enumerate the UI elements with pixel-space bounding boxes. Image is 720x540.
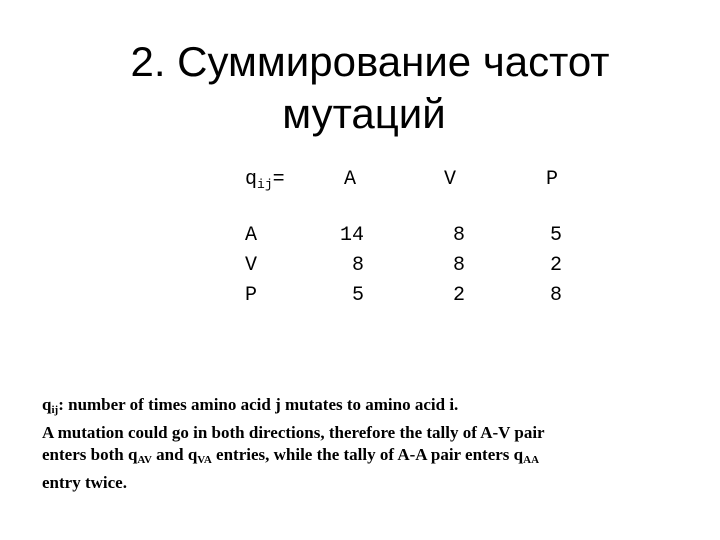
- matrix-col-header: A: [343, 168, 356, 191]
- matrix-cell: 14: [339, 224, 364, 247]
- explanation-line-4: entry twice.: [42, 472, 127, 492]
- matrix-header-row: [245, 168, 575, 198]
- matrix-label-q: q: [245, 168, 258, 191]
- explanation-line-3-part-a: enters both: [42, 445, 128, 464]
- matrix-row-header: V: [245, 254, 258, 277]
- matrix-col-header: V: [443, 168, 456, 191]
- matrix-label-subscript: ij: [257, 177, 273, 192]
- aa-subscript: AA: [523, 454, 540, 466]
- explanation-line-3-part-c: entries, while the tally of A-A pair enters: [211, 445, 514, 464]
- matrix-cell: 8: [549, 284, 562, 307]
- explanation-line-3-part-b: and: [151, 445, 188, 464]
- explanation-line-1: [42, 394, 662, 422]
- slide-title: [0, 36, 720, 140]
- matrix-cell: 5: [549, 224, 562, 247]
- matrix-row-header: P: [245, 284, 258, 307]
- matrix-cell: 8: [452, 254, 465, 277]
- ij-subscript: ij: [51, 404, 59, 416]
- matrix-row-header: A: [245, 224, 258, 247]
- matrix-row: [245, 224, 575, 254]
- matrix-row: [245, 254, 575, 284]
- substitution-count-matrix: [245, 168, 575, 314]
- q-symbol: q: [187, 445, 198, 464]
- q-symbol: q: [127, 445, 138, 464]
- matrix-label: [245, 168, 285, 192]
- matrix-label-equals: =: [272, 168, 285, 191]
- explanation-line-3: [42, 444, 662, 472]
- explanation-line-2: A mutation could go in both directions, therefore the tally of A-V pair: [42, 422, 545, 442]
- matrix-cell: 2: [452, 284, 465, 307]
- matrix-cell: 2: [549, 254, 562, 277]
- explanation-text: [42, 394, 662, 494]
- matrix-cell: 8: [452, 224, 465, 247]
- q-symbol: q: [513, 445, 524, 464]
- q-symbol: q: [42, 395, 52, 414]
- explanation-line-1-text: : number of times amino acid j mutates to amino acid i.: [58, 395, 459, 414]
- slide-title-line-2: мутаций: [282, 90, 446, 137]
- va-subscript: VA: [197, 454, 212, 466]
- av-subscript: AV: [137, 454, 152, 466]
- matrix-cell: 8: [351, 254, 364, 277]
- matrix-col-header: P: [545, 168, 558, 191]
- matrix-cell: 5: [351, 284, 364, 307]
- slide-title-line-1: 2. Суммирование частот: [130, 38, 610, 85]
- matrix-row: [245, 284, 575, 314]
